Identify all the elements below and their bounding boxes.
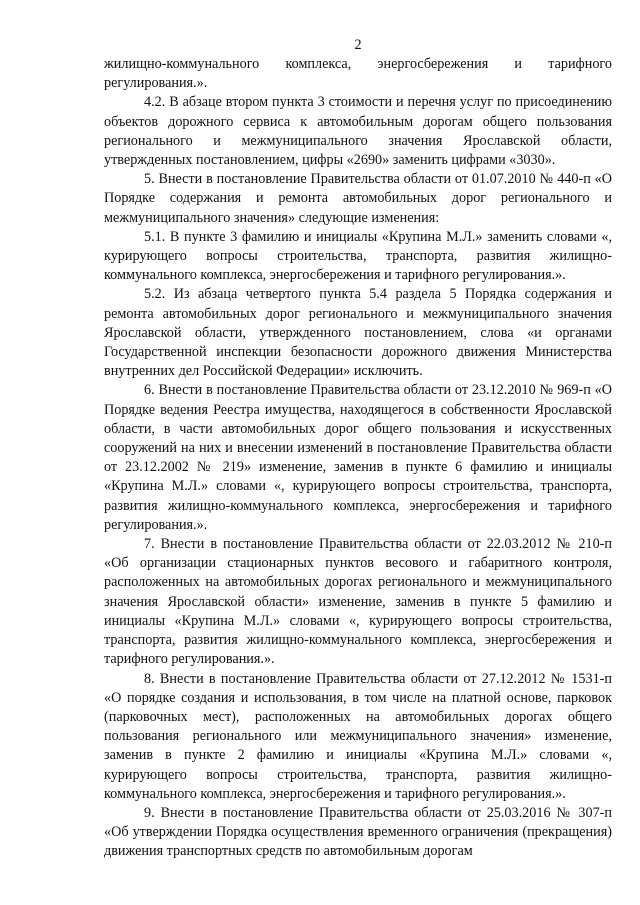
paragraph-6: 6. Внести в постановление Правительства области от 23.12.2010 № 969-п «О Порядке ведения Реестра имущества, находящегося в собственности Ярославской области, в части автомобильных дорог общего пользования и искусственных сооружений на них и внесении изменений в постановление Правительства области от 23.12.2002 № 219» изменение, заменив в пункте 6 фамилию и инициалы «Крупина М.Л.» словами «, курирующего вопросы строительства, транспорта, развития жилищно-коммунального комплекса, энергосбережения и тарифного регулирования.». — [104, 382, 612, 533]
paragraph-continuation: жилищно-коммунального комплекса, энергосбережения и тарифного регулирования.». — [104, 56, 612, 92]
document-page — [104, 36, 612, 862]
paragraph-9: 9. Внести в постановление Правительства области от 25.03.2016 № 307-п «Об утверждении Порядка осуществления временного ограничения (прекращения) движения транспортных средств по автомобильным дорогам — [104, 804, 612, 860]
paragraph-7: 7. Внести в постановление Правительства области от 22.03.2012 № 210-п «Об организации стационарных пунктов весового и габаритного контроля, расположенных на автомобильных дорогах регионального и межмуниципального значения Ярославской области» изменение, заменив в пункте 5 фамилию и инициалы «Крупина М.Л.» словами «, курирующего вопросы строительства, транспорта, развития жилищно-коммунального комплекса, энергосбережения и тарифного регулирования.». — [104, 536, 612, 668]
paragraph-5-2: 5.2. Из абзаца четвертого пункта 5.4 раздела 5 Порядка содержания и ремонта автомобильных дорог регионального и межмуниципального значения Ярославской области, утвержденного постановлением, слова «и органами Государственной инспекции безопасности дорожного движения Министерства внутренних дел Российской Федерации» исключить. — [104, 286, 612, 380]
paragraph-5: 5. Внести в постановление Правительства области от 01.07.2010 № 440-п «О Порядке содержания и ремонта автомобильных дорог регионального и межмуниципального значения» следующие изменения: — [104, 171, 612, 226]
paragraph-8: 8. Внести в постановление Правительства области от 27.12.2012 № 1531-п «О порядке создания и использования, в том числе на платной основе, парковок (парковочных мест), расположенных на автомобильных дорогах общего пользования регионального или межмуниципального значения» изменение, заменив в пункте 2 фамилию и инициалы «Крупина М.Л.» словами «, курирующего вопросы строительства, транспорта, развития жилищно-коммунального комплекса, энергосбережения и тарифного регулирования.». — [104, 670, 612, 802]
page-number: 2 — [354, 37, 362, 53]
paragraph-5-1: 5.1. В пункте 3 фамилию и инициалы «Крупина М.Л.» заменить словами «, курирующего вопросы строительства, транспорта, развития жилищно-коммунального комплекса, энергосбережения и тарифного регулирования.». — [104, 228, 612, 284]
paragraph-4-2: 4.2. В абзаце втором пункта 3 стоимости и перечня услуг по присоединению объектов дорожного сервиса к автомобильным дорогам общего пользования регионального и межмуниципального значения Ярославской области, утвержденных постановлением, цифры «2690» заменить цифрами «3030». — [104, 94, 612, 169]
